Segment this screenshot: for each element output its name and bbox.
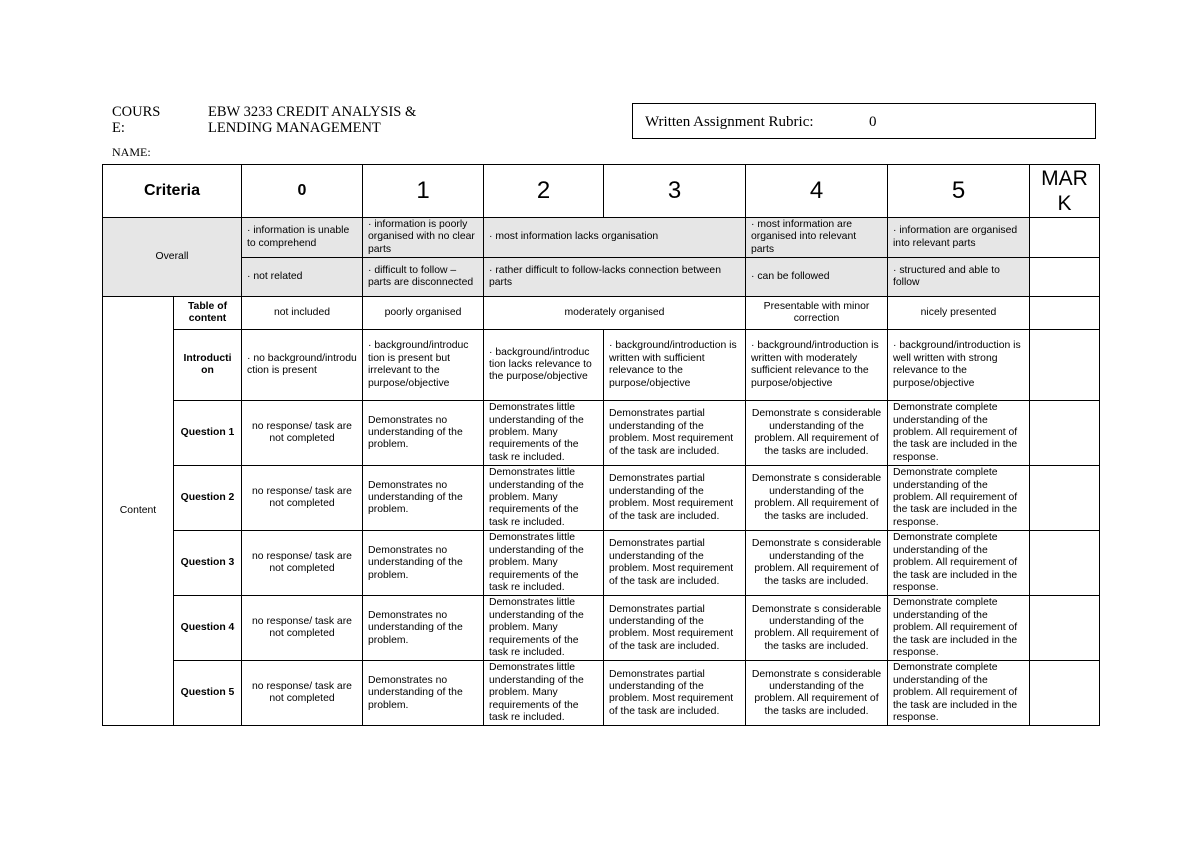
question-cell: Demonstrates partial understanding of the problem. Most requirement of the task are included. xyxy=(604,531,746,596)
question-cell: no response/ task are not completed xyxy=(242,661,363,726)
question-cell: Demonstrate s considerable understanding of the problem. All requirement of the tasks are included. xyxy=(746,661,888,726)
question-cell: Demonstrates partial understanding of the problem. Most requirement of the task are included. xyxy=(604,466,746,531)
question-cell: Demonstrate complete understanding of the problem. All requirement of the task are included in the response. xyxy=(888,466,1030,531)
question-cell: Demonstrate s considerable understanding of the problem. All requirement of the tasks are included. xyxy=(746,401,888,466)
row-label-introduction: Introducti on xyxy=(174,330,242,401)
question-cell: Demonstrates little understanding of the problem. Many requirements of the task re included. xyxy=(484,596,604,661)
question-cell: Demonstrates partial understanding of the problem. Most requirement of the task are included. xyxy=(604,596,746,661)
overall-cell: · most information are organised into relevant parts xyxy=(746,218,888,258)
mark-cell[interactable] xyxy=(1030,531,1100,596)
question-cell: Demonstrates little understanding of the problem. Many requirements of the task re included. xyxy=(484,466,604,531)
header-score-2: 2 xyxy=(484,165,604,218)
question-row-3 xyxy=(103,531,1100,596)
header-row xyxy=(103,165,1100,218)
question-cell: Demonstrates partial understanding of the problem. Most requirement of the task are included. xyxy=(604,401,746,466)
question-cell: Demonstrates partial understanding of the problem. Most requirement of the task are included. xyxy=(604,661,746,726)
mark-cell[interactable] xyxy=(1030,297,1100,330)
mark-cell[interactable] xyxy=(1030,661,1100,726)
row-label-question-4: Question 4 xyxy=(174,596,242,661)
overall-row-2 xyxy=(103,258,1100,297)
question-cell: Demonstrates no understanding of the problem. xyxy=(363,466,484,531)
course-label: COURS E: xyxy=(112,104,161,136)
row-label-question-5: Question 5 xyxy=(174,661,242,726)
header-score-3: 3 xyxy=(604,165,746,218)
course-title: EBW 3233 CREDIT ANALYSIS & LENDING MANAGEMENT xyxy=(208,104,417,136)
question-cell: Demonstrates little understanding of the problem. Many requirements of the task re included. xyxy=(484,531,604,596)
intro-cell: · background/introduc tion lacks relevance to the purpose/objective xyxy=(484,330,604,401)
toc-cell: nicely presented xyxy=(888,297,1030,330)
overall-cell: · most information lacks organisation xyxy=(484,218,746,258)
question-cell: Demonstrates no understanding of the problem. xyxy=(363,661,484,726)
toc-cell: moderately organised xyxy=(484,297,746,330)
overall-cell: · information are organised into relevant parts xyxy=(888,218,1030,258)
rubric-score-box xyxy=(632,103,1096,139)
question-cell: Demonstrates little understanding of the problem. Many requirements of the task re included. xyxy=(484,661,604,726)
mark-cell[interactable] xyxy=(1030,596,1100,661)
mark-cell[interactable] xyxy=(1030,466,1100,531)
question-cell: Demonstrates no understanding of the problem. xyxy=(363,531,484,596)
header-score-5: 5 xyxy=(888,165,1030,218)
overall-cell: · can be followed xyxy=(746,258,888,297)
toc-cell: poorly organised xyxy=(363,297,484,330)
question-cell: Demonstrate s considerable understanding of the problem. All requirement of the tasks are included. xyxy=(746,596,888,661)
question-cell: no response/ task are not completed xyxy=(242,596,363,661)
question-cell: Demonstrates no understanding of the problem. xyxy=(363,401,484,466)
question-cell: Demonstrates no understanding of the problem. xyxy=(363,596,484,661)
question-cell: Demonstrates little understanding of the problem. Many requirements of the task re included. xyxy=(484,401,604,466)
overall-cell: · difficult to follow – parts are disconnected xyxy=(363,258,484,297)
mark-cell[interactable] xyxy=(1030,218,1100,258)
rubric-label: Written Assignment Rubric: xyxy=(645,114,814,130)
intro-row xyxy=(103,330,1100,401)
header-criteria: Criteria xyxy=(103,165,242,218)
question-cell: no response/ task are not completed xyxy=(242,401,363,466)
question-row-2 xyxy=(103,466,1100,531)
row-label-toc: Table of content xyxy=(174,297,242,330)
question-cell: Demonstrate complete understanding of the problem. All requirement of the task are included in the response. xyxy=(888,531,1030,596)
question-cell: no response/ task are not completed xyxy=(242,531,363,596)
question-cell: Demonstrate s considerable understanding of the problem. All requirement of the tasks are included. xyxy=(746,531,888,596)
intro-cell: · background/introduc tion is present but irrelevant to the purpose/objective xyxy=(363,330,484,401)
mark-cell[interactable] xyxy=(1030,258,1100,297)
row-label-question-3: Question 3 xyxy=(174,531,242,596)
mark-cell[interactable] xyxy=(1030,401,1100,466)
overall-cell: · information is poorly organised with no clear parts xyxy=(363,218,484,258)
rubric-score: 0 xyxy=(869,114,877,130)
intro-cell: · background/introduction is written with sufficient relevance to the purpose/objective xyxy=(604,330,746,401)
question-cell: Demonstrate complete understanding of the problem. All requirement of the task are included in the response. xyxy=(888,401,1030,466)
overall-cell: · rather difficult to follow-lacks connection between parts xyxy=(484,258,746,297)
overall-label: Overall xyxy=(103,218,242,297)
header-score-0: 0 xyxy=(242,165,363,218)
toc-cell: Presentable with minor correction xyxy=(746,297,888,330)
overall-cell: · not related xyxy=(242,258,363,297)
name-label: NAME: xyxy=(112,145,151,159)
mark-cell[interactable] xyxy=(1030,330,1100,401)
question-row-5 xyxy=(103,661,1100,726)
overall-cell: · information is unable to comprehend xyxy=(242,218,363,258)
question-row-1 xyxy=(103,401,1100,466)
overall-cell: · structured and able to follow xyxy=(888,258,1030,297)
question-row-4 xyxy=(103,596,1100,661)
toc-row xyxy=(103,297,1100,330)
overall-row-1 xyxy=(103,218,1100,258)
question-cell: Demonstrate s considerable understanding of the problem. All requirement of the tasks are included. xyxy=(746,466,888,531)
toc-cell: not included xyxy=(242,297,363,330)
question-cell: Demonstrate complete understanding of the problem. All requirement of the task are included in the response. xyxy=(888,596,1030,661)
header-score-4: 4 xyxy=(746,165,888,218)
content-label: Content xyxy=(103,297,174,726)
question-cell: Demonstrate complete understanding of the problem. All requirement of the task are included in the response. xyxy=(888,661,1030,726)
intro-cell: · background/introduction is well written with strong relevance to the purpose/objective xyxy=(888,330,1030,401)
row-label-question-1: Question 1 xyxy=(174,401,242,466)
header-score-1: 1 xyxy=(363,165,484,218)
rubric-table xyxy=(102,164,1100,726)
intro-cell: · background/introduction is written with moderately sufficient relevance to the purpose/objective xyxy=(746,330,888,401)
question-cell: no response/ task are not completed xyxy=(242,466,363,531)
header-mark: MAR K xyxy=(1030,165,1100,218)
intro-cell: · no background/introdu ction is present xyxy=(242,330,363,401)
row-label-question-2: Question 2 xyxy=(174,466,242,531)
